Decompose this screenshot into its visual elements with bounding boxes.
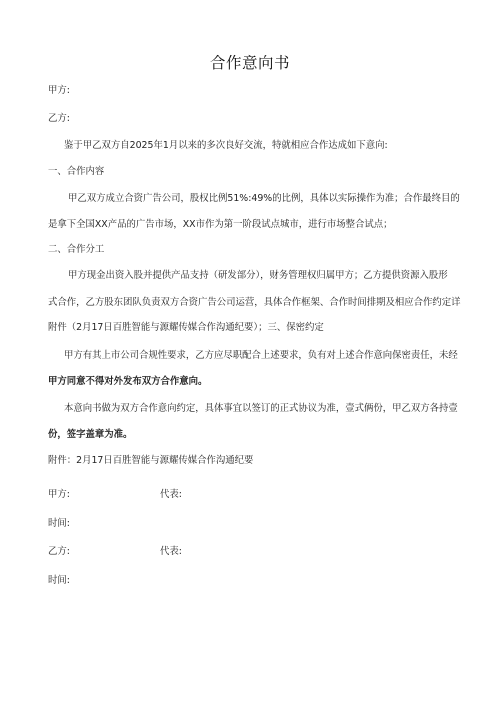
section2-heading: 二、合作分工	[48, 244, 105, 255]
sig-time-a: 时间:	[48, 518, 70, 529]
section2-text-line3: 附件（2月17日百胜智能与源耀传媒合作沟通纪要）；三、保密约定	[48, 322, 324, 333]
party-b-line: 乙方:	[48, 113, 70, 124]
section2-text-line2: 式合作，乙方股东团队负责双方合资广告公司运营，具体合作框架、合作时间排期及相应合作约定详	[48, 297, 461, 308]
section1-heading: 一、合作内容	[48, 166, 105, 177]
sig-party-a-rep: 代表:	[160, 489, 182, 500]
intro-paragraph: 鉴于甲乙双方自2025年1月以来的多次良好交流，特就相应合作达成如下意向:	[64, 140, 388, 151]
closing-text-line2: 份，签字盖章为准。	[48, 429, 133, 440]
closing-text-line1: 本意向书做为双方合作意向约定，具体事宜以签订的正式协议为准，壹式俩份，甲乙双方各持壹	[64, 403, 458, 414]
sig-party-a-label: 甲方:	[48, 489, 70, 500]
section1-text-line1: 甲乙双方成立合资广告公司，股权比例51%:49%的比例，具体以实际操作为准；合作最终目的	[68, 193, 460, 204]
sig-time-b: 时间:	[48, 575, 70, 586]
section3-text-line1: 甲方有其上市公司合规性要求，乙方应尽职配合上述要求，负有对上述合作意向保密责任，未经	[64, 350, 458, 361]
document-title: 合作意向书	[209, 54, 290, 72]
sig-party-b-label: 乙方:	[48, 546, 70, 557]
section3-text-line2: 甲方同意不得对外发布双方合作意向。	[48, 376, 208, 387]
party-a-line: 甲方:	[48, 85, 70, 96]
attachment-line: 附件：2月17日百胜智能与源耀传媒合作沟通纪要	[48, 455, 254, 466]
section2-text-line1: 甲方现金出资入股并提供产品支持（研发部分），财务管理权归属甲方；乙方提供资源入股形	[68, 270, 448, 281]
sig-party-b-rep: 代表:	[160, 546, 182, 557]
section1-text-line2: 是拿下全国XX产品的广告市场，XX市作为第一阶段试点城市，进行市场整合试点；	[48, 219, 393, 230]
